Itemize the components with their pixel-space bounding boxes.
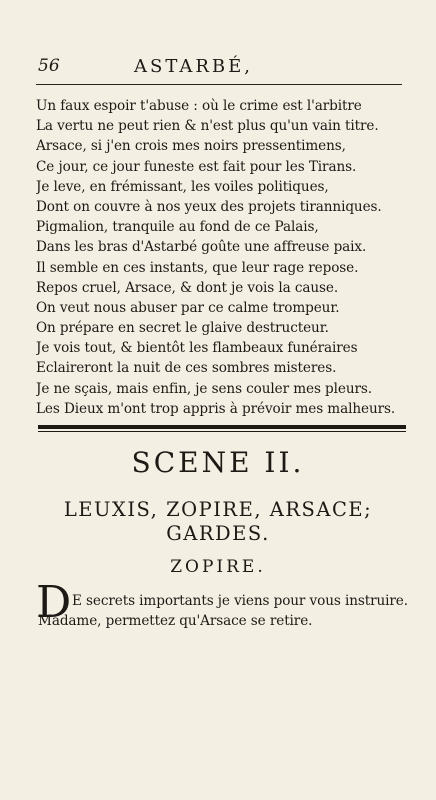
page-number: 56 [38, 56, 60, 76]
dialogue-line: E secrets importants je viens pour vous instruire. [72, 593, 408, 609]
verse-line: Ce jour, ce jour funeste est fait pour les Tirans. [36, 158, 357, 175]
verse-line: Les Dieux m'ont trop appris à prévoir mes malheurs. [36, 400, 396, 417]
scene-title: SCENE II. [131, 446, 305, 479]
speaker-name: ZOPIRE. [170, 557, 266, 577]
verse-line: Je vois tout, & bientôt les flambeaux funéraires [36, 340, 358, 357]
verse-line: Il semble en ces instants, que leur rage repose. [36, 259, 359, 276]
running-title: ASTARBÉ, [134, 56, 253, 77]
scene-characters [0, 498, 436, 546]
drop-cap: D [36, 577, 72, 628]
page-header [38, 56, 400, 82]
verse-line: On prépare en secret le glaive destructeur. [36, 320, 329, 337]
verse-line: Dans les bras d'Astarbé goûte une affreuse paix. [36, 239, 367, 256]
verse-line: Je ne sçais, mais enfin, je sens couler mes pleurs. [36, 380, 373, 397]
verse-line: Arsace, si j'en crois mes noirs pressentimens, [36, 138, 346, 155]
verse-line: On veut nous abuser par ce calme trompeur. [36, 299, 340, 316]
characters-line: LEUXIS, ZOPIRE, ARSACE; [63, 498, 373, 521]
verse-line: Je leve, en frémissant, les voiles politiques, [36, 178, 329, 195]
verse-line: Repos cruel, Arsace, & dont je vois la cause. [36, 279, 339, 296]
divider-thin-rule [38, 431, 406, 432]
header-rule [36, 84, 402, 85]
verse-line: Un faux espoir t'abuse : où le crime est l'arbitre [36, 98, 362, 114]
characters-line: GARDES. [166, 522, 270, 545]
verse-line: Eclaireront la nuit de ces sombres misteres. [36, 360, 337, 377]
verse-line: Pigmalion, tranquile au fond de ce Palais, [36, 219, 319, 236]
verse-line: La vertu ne peut rien & n'est plus qu'un vain titre. [36, 118, 379, 135]
verse-block [36, 96, 406, 419]
section-divider [38, 425, 406, 434]
divider-thick-rule [38, 425, 406, 429]
dialogue-line: Madame, permettez qu'Arsace se retire. [38, 613, 313, 629]
verse-line: Dont on couvre à nos yeux des projets tiranniques. [36, 198, 382, 215]
